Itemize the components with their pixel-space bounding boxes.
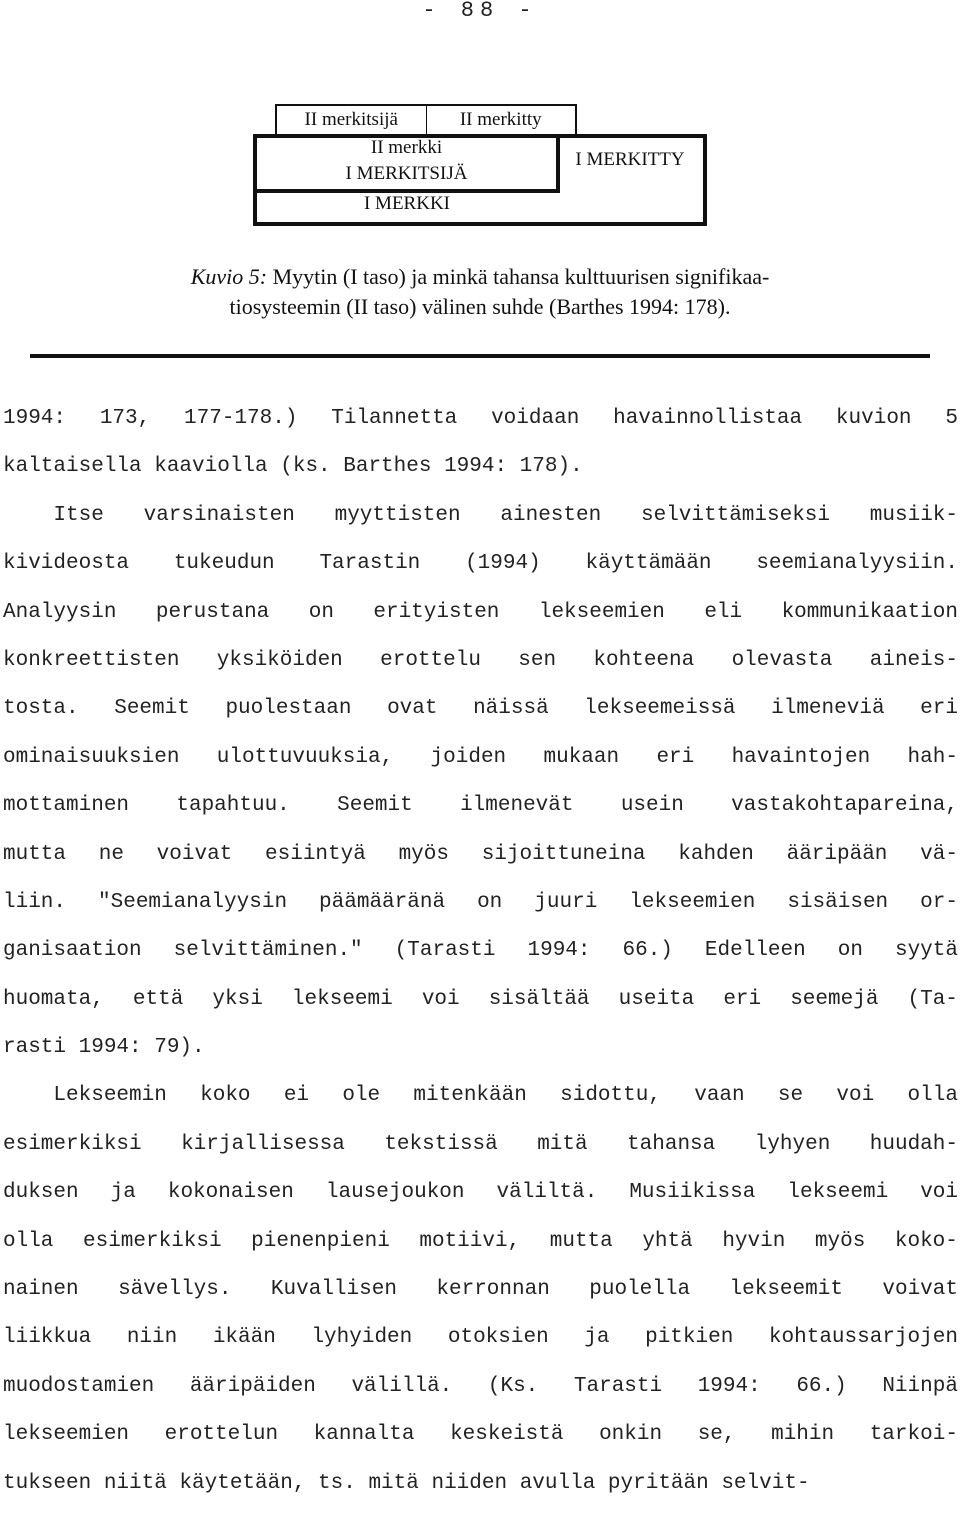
word: ja (110, 1181, 136, 1205)
text-line (3, 645, 958, 693)
word: voivat (882, 1278, 958, 1302)
word: selvittäminen." (173, 939, 363, 963)
second-order-signifier-label: II merkitsijä (277, 106, 427, 134)
word: ne (98, 842, 124, 866)
page-number: - 88 - (422, 0, 538, 23)
word: tahansa (627, 1132, 716, 1156)
word: ganisaation (3, 939, 142, 963)
word: Edelleen (704, 939, 806, 963)
word: huomata, (3, 987, 104, 1011)
first-order-sign-box (253, 134, 707, 226)
word: olla (3, 1229, 54, 1253)
myth-diagram (253, 104, 707, 223)
word: erottelun (164, 1423, 279, 1447)
word: lyhyen (754, 1132, 831, 1156)
text-line (3, 887, 958, 935)
word: 1994: (78, 1036, 142, 1060)
word: Lekseemin (3, 1084, 167, 1108)
text-line (3, 1032, 958, 1080)
word: pienenpieni (251, 1229, 390, 1253)
word: 177-178.) (184, 407, 298, 430)
word: liin. (3, 890, 67, 914)
word: niitä (103, 1471, 167, 1495)
word: tekstissä (384, 1132, 498, 1156)
word: tukseen (3, 1471, 92, 1495)
word: lyhyiden (311, 1326, 413, 1350)
word: pyritään (607, 1471, 709, 1495)
word: motiivi, (419, 1229, 521, 1253)
word: hyvin (722, 1229, 786, 1253)
text-line (3, 548, 958, 596)
word: Seemit (337, 794, 413, 818)
word: Itse (3, 503, 104, 527)
word: seemejä (790, 987, 879, 1011)
word: lekseemi (291, 987, 393, 1011)
text-line (3, 1274, 958, 1322)
text-line (3, 1322, 958, 1370)
text-line (3, 935, 958, 983)
word: yksiköiden (216, 648, 343, 672)
word: esiintyä (265, 842, 366, 866)
first-order-sign-label: I MERKKI (363, 193, 451, 214)
word: ikään (212, 1326, 276, 1350)
word: väliltä. (496, 1181, 598, 1205)
word: mihin (771, 1423, 835, 1447)
word: eli (704, 600, 743, 624)
word: 1994: (527, 939, 591, 963)
word: ilmeneviä (771, 697, 885, 721)
word: Seemit (114, 697, 190, 721)
word: kaaviolla (154, 455, 268, 479)
word: pitkien (645, 1326, 734, 1350)
text-line (3, 403, 958, 451)
word: vastakohtapareina, (731, 794, 958, 818)
second-order-sign-label: II merkki (370, 137, 443, 158)
word: puolella (589, 1278, 691, 1302)
word: ulottuvuuksia, (216, 745, 394, 769)
horizontal-rule (30, 354, 930, 358)
word: eri (723, 987, 762, 1011)
word: Kuvallisen (270, 1278, 397, 1302)
word: kannalta (313, 1423, 415, 1447)
caption-line-2: tiosysteemin (II taso) välinen suhde (Barthes 1994: 178). (229, 294, 731, 319)
text-line (3, 1419, 958, 1467)
word: puolestaan (225, 697, 352, 721)
word: lekseemien (3, 1423, 130, 1447)
word: sijoittuneina (481, 842, 646, 866)
word: syytä (894, 939, 958, 963)
word: se, (697, 1423, 736, 1447)
word: ei (283, 1084, 310, 1108)
word: selvit- (721, 1471, 810, 1495)
word: usein (620, 794, 684, 818)
word: kerronnan (436, 1278, 550, 1302)
word: huudah- (869, 1132, 958, 1156)
word: lekseemit (729, 1278, 843, 1302)
word: (Tarasti (394, 939, 496, 963)
word: eri (656, 745, 695, 769)
word: ääripään (786, 842, 888, 866)
word: tarkoi- (869, 1423, 958, 1447)
text-line (3, 1177, 958, 1225)
word: (Ks. (487, 1374, 539, 1398)
word: 1994: (697, 1374, 761, 1398)
word: kohtaussarjojen (768, 1326, 958, 1350)
word: Analyysin (3, 600, 117, 624)
text-line (3, 839, 958, 887)
word: kuvion (835, 407, 912, 430)
word: voi (421, 987, 460, 1011)
word: musiik- (869, 503, 958, 527)
word: selvittämiseksi (640, 503, 831, 527)
word: juuri (534, 890, 598, 914)
word: tapahtuu. (176, 794, 290, 818)
word: seemianalyysiin. (756, 552, 958, 576)
word: myyttisten (334, 503, 461, 527)
word: 173, (99, 407, 151, 430)
word: mitenkään (413, 1084, 527, 1108)
word: (Ta- (907, 987, 958, 1011)
word: 66.) (622, 939, 673, 963)
text-line (3, 1371, 958, 1419)
word: ominaisuuksien (3, 745, 180, 769)
word: Niinpä (882, 1374, 958, 1398)
second-order-signified-label: II merkitty (459, 109, 542, 130)
word: Tilannetta (331, 407, 458, 430)
word: välillä. (351, 1374, 453, 1398)
word: ja (584, 1326, 610, 1350)
word: yksi (212, 987, 263, 1011)
word: Musiikissa (629, 1181, 756, 1205)
word: mitä (537, 1132, 588, 1156)
caption-lead: Kuvio 5: (190, 264, 268, 289)
word: sisäisen (787, 890, 889, 914)
word: voi (920, 1181, 958, 1205)
word: koko- (894, 1229, 958, 1253)
text-line (3, 597, 958, 645)
text-line (3, 742, 958, 790)
word: koko (200, 1084, 251, 1108)
word: myös (814, 1229, 866, 1253)
word: käyttämään (585, 552, 712, 576)
word: sen (518, 648, 557, 672)
word: otoksien (447, 1326, 549, 1350)
word: useita (618, 987, 695, 1011)
word: sisältää (488, 987, 590, 1011)
word: 79). (154, 1036, 205, 1060)
word: varsinaisten (143, 503, 295, 527)
text-line (3, 790, 958, 838)
word: Tarastin (319, 552, 421, 576)
word: ääripäiden (189, 1374, 316, 1398)
word: näissä (473, 697, 549, 721)
word: on (837, 939, 863, 963)
word: voivat (156, 842, 233, 866)
word: ole (342, 1084, 381, 1108)
word: kokonaisen (167, 1181, 294, 1205)
word: Barthes (343, 455, 432, 479)
word: 5 (945, 407, 958, 430)
word: vä- (920, 842, 958, 866)
word: nainen (3, 1278, 79, 1302)
word: havainnollistaa (613, 407, 803, 430)
word: hah- (907, 745, 958, 769)
word: lekseemien (629, 890, 756, 914)
word: mukaan (543, 745, 620, 769)
word: muodostamien (3, 1374, 155, 1398)
word: erottelu (380, 648, 481, 672)
word: että (132, 987, 184, 1011)
word: aineis- (869, 648, 958, 672)
word: tukeudun (173, 552, 275, 576)
body-text (3, 403, 958, 1516)
word: or- (920, 890, 958, 914)
word: tosta. (3, 697, 79, 721)
word: kirjallisessa (181, 1132, 345, 1156)
word: kahden (678, 842, 754, 866)
word: ts. (318, 1471, 356, 1495)
word: ilmenevät (460, 794, 574, 818)
figure-caption (0, 262, 960, 322)
word: ainesten (500, 503, 602, 527)
word: (1994) (465, 552, 541, 576)
word: joiden (430, 745, 507, 769)
word: mutta (3, 842, 67, 866)
word: voi (836, 1084, 875, 1108)
word: esimerkiksi (3, 1132, 142, 1156)
word: Tarasti (573, 1374, 663, 1398)
word: eri (920, 697, 958, 721)
word: on (308, 600, 334, 624)
word: yhtä (642, 1229, 693, 1253)
word: ovat (387, 697, 438, 721)
word: konkreettisten (3, 648, 180, 672)
word: onkin (599, 1423, 663, 1447)
word: rasti (3, 1036, 67, 1060)
word: kivideosta (3, 552, 130, 576)
word: perustana (155, 600, 270, 624)
second-order-sign-box (253, 134, 560, 193)
text-line (3, 500, 958, 548)
first-order-signified-label: I MERKITTY (575, 149, 685, 170)
word: kohteena (593, 648, 695, 672)
word: havaintojen (731, 745, 871, 769)
word: duksen (3, 1181, 79, 1205)
word: olevasta (731, 648, 833, 672)
second-order-signifier-signified-row (275, 104, 577, 134)
text-line (3, 1226, 958, 1274)
word: käytetään, (179, 1471, 306, 1495)
word: 1994: (3, 407, 67, 430)
word: niiden (431, 1471, 508, 1495)
word: mutta (549, 1229, 613, 1253)
word: se (777, 1084, 804, 1108)
word: mottaminen (3, 794, 130, 818)
word: lekseemi (787, 1181, 889, 1205)
word: niin (126, 1326, 178, 1350)
text-line (3, 693, 958, 741)
word: 178). (519, 455, 583, 479)
word: myös (398, 842, 449, 866)
word: päämääränä (319, 890, 446, 914)
word: vaan (694, 1084, 745, 1108)
word: kommunikaation (781, 600, 958, 624)
word: 1994: (444, 455, 508, 479)
word: avulla (519, 1471, 596, 1495)
text-line (3, 1129, 958, 1177)
word: "Seemianalyysin (98, 890, 288, 914)
word: olla (907, 1084, 958, 1108)
word: esimerkiksi (82, 1229, 222, 1253)
word: on (477, 890, 503, 914)
word: liikkua (3, 1326, 92, 1350)
word: erityisten (373, 600, 500, 624)
word: mitä (368, 1471, 419, 1495)
word: lekseemien (538, 600, 665, 624)
word: keskeistä (450, 1423, 564, 1447)
word: lausejoukon (325, 1181, 465, 1205)
word: sävellys. (118, 1278, 232, 1302)
word: lekseemeissä (584, 697, 736, 721)
word: sidottu, (560, 1084, 661, 1108)
word: 66.) (796, 1374, 847, 1398)
caption-line-1: Myytin (I taso) ja minkä tahansa kulttuurisen signifikaa- (267, 264, 770, 289)
word: voidaan (491, 407, 580, 430)
text-line (3, 1080, 958, 1128)
text-line (3, 1468, 958, 1516)
text-line (3, 451, 958, 499)
first-order-signifier-label: I MERKITSIJÄ (345, 163, 468, 184)
word: kaltaisella (3, 455, 142, 479)
text-line (3, 984, 958, 1032)
word: (ks. (280, 455, 331, 479)
